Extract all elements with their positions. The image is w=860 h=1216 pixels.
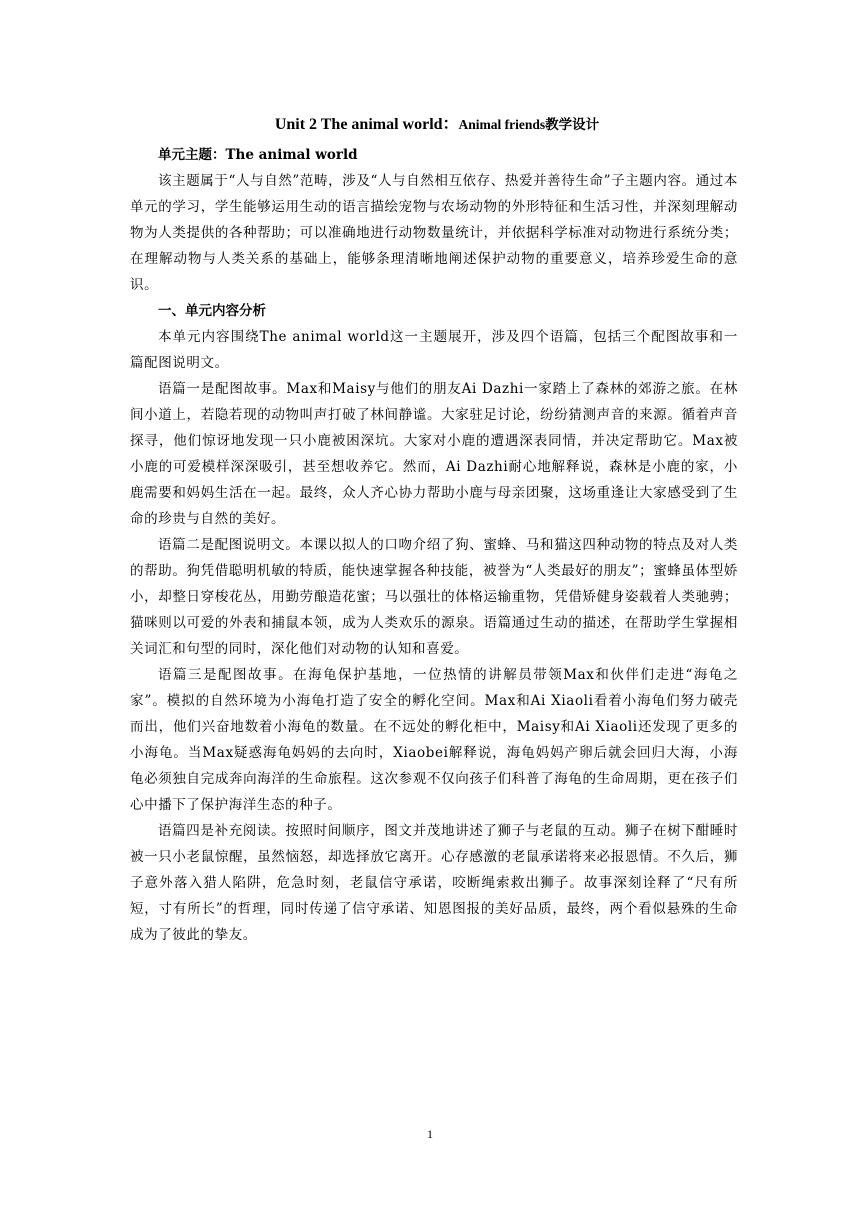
section-intro-paragraph: 本单元内容围绕The animal world这一主题展开，涉及四个语篇，包括三个配图故事和一篇配图说明文。 [130,329,738,371]
title-main: Unit 2 The animal world： [274,116,459,133]
intro-paragraph: 该主题属于“人与自然”范畴，涉及“人与自然相互依存、热爱并善待生命”子主题内容。通过本单元的学习，学生能够运用生动的语言描绘宠物与农场动物的外形特征和生活习性，并深刻理解动物为人类提供的各种帮助；可以准确地进行动物数量统计，并依据科学标准对动物进行系统分类；在理解动物与人类关系的基础上，能够条理清晰地阐述保护动物的重要意义，培养珍爱生命的意识。 [130,173,738,293]
title-sub: Animal friends教学设计 [458,117,600,132]
unit-theme-line: 单元主题：The animal world [158,147,358,163]
document-title [130,112,738,138]
passage-three-paragraph: 语篇三是配图故事。在海龟保护基地，一位热情的讲解员带领Max和伙伴们走进“海龟之家”。模拟的自然环境为小海龟打造了安全的孵化空间。Max和Ai Xiaoli看着小海龟们努力破壳而出，他们兴奋地数着小海龟的数量。在不远处的孵化柜中，Maisy和Ai Xiaoli还发现了更多的小海龟。当Max疑惑海龟妈妈的去向时，Xiaobei解释说，海龟妈妈产卵后就会回归大海，小海龟必须独自完成奔向海洋的生命旅程。这次参观不仅向孩子们科普了海龟的生命周期，更在孩子们心中播下了保护海洋生态的种子。 [130,667,738,813]
passage-one-paragraph: 语篇一是配图故事。Max和Maisy与他们的朋友Ai Dazhi一家踏上了森林的郊游之旅。在林间小道上，若隐若现的动物叫声打破了林间静谧。大家驻足讨论，纷纷猜测声音的来源。循着声音探寻，他们惊讶地发现一只小鹿被困深坑。大家对小鹿的遭遇深表同情，并决定帮助它。Max被小鹿的可爱模样深深吸引，甚至想收养它。然而，Ai Dazhi耐心地解释说，森林是小鹿的家，小鹿需要和妈妈生活在一起。最终，众人齐心协力帮助小鹿与母亲团聚，这场重逢让大家感受到了生命的珍贵与自然的美好。 [130,381,738,527]
document-body [130,112,738,948]
passage-two-paragraph: 语篇二是配图说明文。本课以拟人的口吻介绍了狗、蜜蜂、马和猫这四种动物的特点及对人类的帮助。狗凭借聪明机敏的特质，能快速掌握各种技能，被誉为“人类最好的朋友”；蜜蜂虽体型娇小，却整日穿梭花丛，用勤劳酿造花蜜；马以强壮的体格运输重物，凭借矫健身姿载着人类驰骋；猫咪则以可爱的外表和捕鼠本领，成为人类欢乐的源泉。语篇通过生动的描述，在帮助学生掌握相关词汇和句型的同时，深化他们对动物的认知和喜爱。 [130,537,738,657]
section-heading-content-analysis: 一、单元内容分析 [158,303,266,319]
passage-four-paragraph: 语篇四是补充阅读。按照时间顺序，图文并茂地讲述了狮子与老鼠的互动。狮子在树下酣睡时被一只小老鼠惊醒，虽然恼怒，却选择放它离开。心存感激的老鼠承诺将来必报恩情。不久后，狮子意外落入猎人陷阱，危急时刻，老鼠信守承诺，咬断绳索救出狮子。故事深刻诠释了“尺有所短，寸有所长”的哲理，同时传递了信守承诺、知恩图报的美好品质，最终，两个看似悬殊的生命成为了彼此的挚友。 [130,823,738,943]
page-number: 1 [427,1127,433,1141]
